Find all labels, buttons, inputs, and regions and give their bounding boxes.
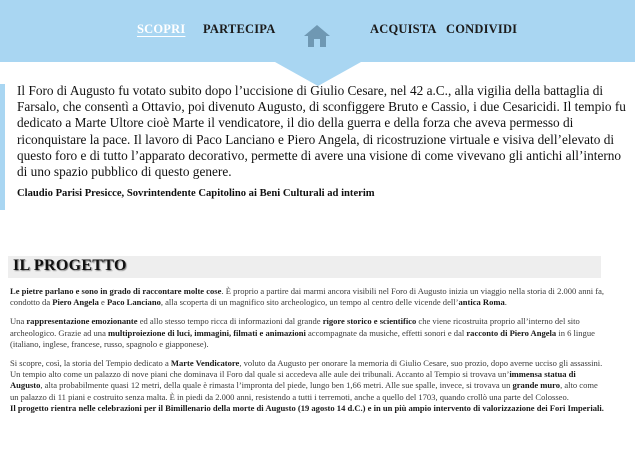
- quote-text: Il Foro di Augusto fu votato subito dopo l’uccisione di Giulio Cesare, nel 42 a.C., alla vigilia della battaglia di Farsalo, che consentì a Ottavio, poi divenuto Augusto, di sconfiggere Bruto e Cassio, i due Cesaricidi. Il tempio fu dedicato a Marte Ultore cioè Marte il vendicatore, il dio della guerra e della forza che aveva permesso di riconquistare la pace. Il lavoro di Paco Lanciano e Piero Angela, di ricostruzione virtuale e visiva dell’elevato di questo foro e di tutto l’apparato decorativo, permette di avere una visione di come vivevano gli antichi all’interno di uno spazio pubblico di questo genere.: [17, 83, 626, 180]
- project-heading-bar: [8, 256, 601, 278]
- text: accompagnate da musiche, effetti sonori e dal: [305, 327, 467, 338]
- text: , alto come un palazzo di 11 piani e costruito senza malta. È in piedi da 2.000 anni, resistendo a tutti i terremoti, anche a quello del 1703, quando crollò una parte del Colosseo.: [10, 380, 598, 402]
- project-paragraph-4: [10, 403, 606, 414]
- nav-partecipa[interactable]: PARTECIPA: [203, 22, 276, 36]
- bold-text: Piero Angela: [52, 297, 99, 308]
- bold-text: Il progetto rientra nelle celebrazioni per il Bimillenario della morte di Augusto (19 agosto 14 d.C.) e in un più ampio intervento di valorizzazione dei Fori Imperiali.: [10, 402, 604, 413]
- text: Una: [10, 316, 27, 327]
- bold-text: immensa statua di Augusto: [10, 369, 576, 391]
- bold-text: Paco Lanciano: [106, 297, 161, 308]
- bold-text: Marte Vendicatore: [170, 358, 240, 369]
- quote-accent-bar: [0, 84, 5, 210]
- text: che viene ricostruita proprio all’interno del sito archeologico. Grazie ad una: [10, 316, 580, 338]
- project-heading: IL PROGETTO: [13, 257, 127, 274]
- project-paragraph-1: [10, 286, 606, 308]
- nav-acquista[interactable]: ACQUISTA: [370, 22, 437, 36]
- quote-author: Claudio Parisi Presicce, Sovrintendente Capitolino ai Beni Culturali ad interim: [17, 188, 375, 199]
- bold-text: rigore storico e scientifico: [322, 316, 417, 327]
- bold-text: multiproiezione di luci, immagini, filmati e animazioni: [108, 327, 306, 338]
- bold-text: racconto di Piero Angela: [466, 327, 557, 338]
- quote-section: [0, 84, 635, 210]
- text: ed allo stesso tempo ricca di informazioni dal grande: [137, 316, 323, 327]
- bold-text: Le pietre parlano e sono in grado di raccontare molte cose: [10, 286, 222, 296]
- bold-text: antica Roma: [458, 297, 505, 308]
- bold-text: grande muro: [512, 380, 561, 391]
- text: , alta probabilmente quasi 12 metri, della quale è rimasta l’impronta del piede, lungo ben 1,66 metri. Alle sue spalle, invece, si trovava un: [40, 380, 513, 391]
- bold-text: rappresentazione emozionante: [26, 316, 138, 327]
- text: e: [98, 297, 107, 308]
- text: in 6 lingue (italiano, inglese, francese, russo, spagnolo e giapponese).: [10, 327, 595, 349]
- home-icon[interactable]: [303, 24, 331, 48]
- text: , voluto da Augusto per onorare la memoria di Giulio Cesare, suo prozio, dopo averne ucciso gli assassini. Un tempio alto come un palazzo di nove piani che dominava il Foro dal quale si accedeva alle aule dei tribunali. Accanto al Tempio si trovava un’: [10, 358, 603, 380]
- nav-condividi[interactable]: CONDIVIDI: [446, 22, 518, 36]
- project-paragraph-3: [10, 358, 606, 403]
- top-nav-bar: [0, 0, 635, 62]
- text: .: [504, 297, 507, 308]
- text: . È proprio a partire dai marmi ancora visibili nel Foro di Augusto inizia un viaggio nella storia di 2.000 anni fa, condotto da: [10, 286, 605, 308]
- project-paragraph-2: [10, 316, 606, 350]
- nav-scopri[interactable]: SCOPRI: [137, 22, 186, 36]
- project-body: [10, 286, 606, 414]
- text: , alla scoperta di un magnifico sito archeologico, un tempo al centro delle vicende dell’: [160, 297, 459, 308]
- text: Si scopre, così, la storia del Tempio dedicato a: [10, 358, 171, 369]
